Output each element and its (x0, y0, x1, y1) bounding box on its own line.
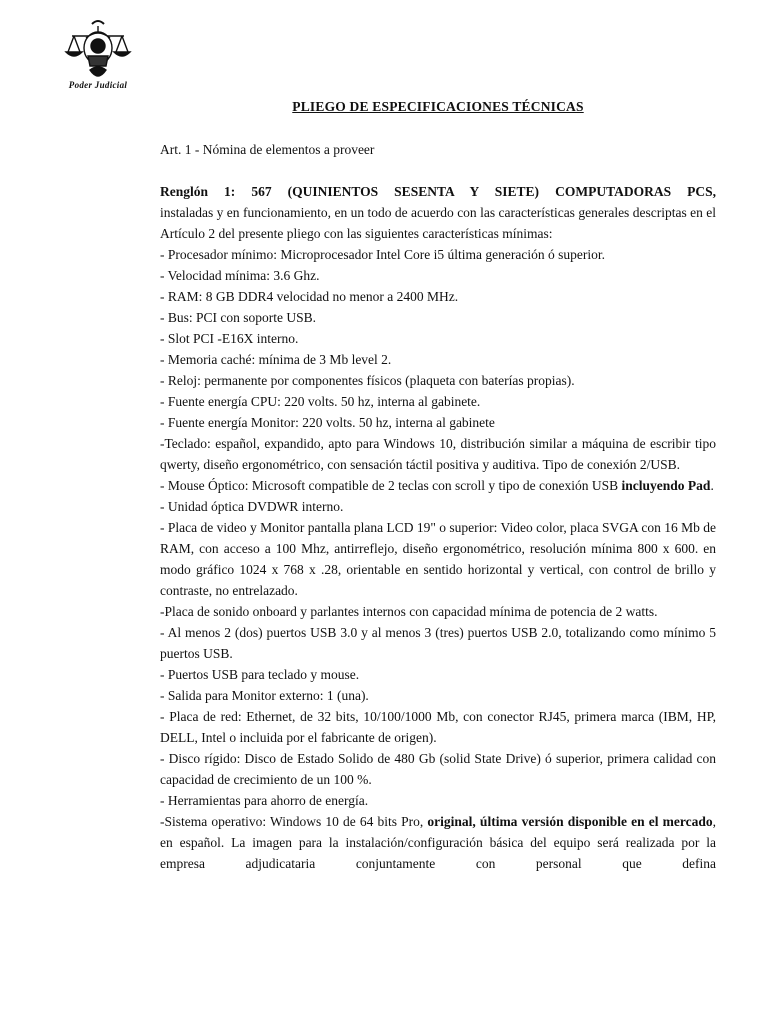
spec-item: -Placa de sonido onboard y parlantes internos con capacidad mínima de potencia de 2 watts. (160, 604, 658, 619)
spec-item: - Fuente energía Monitor: 220 volts. 50 hz, interna al gabinete (160, 415, 495, 430)
os-item (160, 811, 716, 874)
mouse-bold: incluyendo Pad (621, 478, 711, 493)
scales-of-justice-icon (62, 18, 134, 80)
spec-item: - Memoria caché: mínima de 3 Mb level 2. (160, 352, 392, 367)
os-text: -Sistema operativo: Windows 10 de 64 bits Pro, (160, 814, 428, 829)
mouse-text: - Mouse Óptico: Microsoft compatible de 2 teclas con scroll y tipo de conexión USB (160, 478, 619, 493)
spec-item: - Velocidad mínima: 3.6 Ghz. (160, 268, 320, 283)
os-text-2: , en español. La imagen para la instalación/configuración básica del equipo será realizada por la empresa adjudicataria conjuntamente con personal que defina (160, 814, 717, 871)
logo-caption: Poder Judicial (68, 80, 128, 90)
spec-item: - Bus: PCI con soporte USB. (160, 310, 317, 325)
spec-item: - Fuente energía CPU: 220 volts. 50 hz, interna al gabinete. (160, 394, 481, 409)
document-body (160, 181, 716, 874)
mouse-item (160, 475, 716, 496)
mouse-end: . (710, 478, 714, 493)
document-title: PLIEGO DE ESPECIFICACIONES TÉCNICAS (292, 99, 584, 114)
poder-judicial-emblem (52, 18, 144, 92)
spec-item: - Herramientas para ahorro de energía. (160, 793, 369, 808)
spec-item: - Placa de video y Monitor pantalla plana LCD 19" o superior: Video color, placa SVGA con 16 Mb de RAM, con acceso a 100 Mhz, antirreflejo, diseño ergonométrico, resolución mínima 800 x 600. en modo gráfico 1024 x 768 x .28, orientable en sentido horizontal y vertical, con control de brillo y contraste, no entrelazado. (160, 520, 716, 598)
spec-item: - Reloj: permanente por componentes físicos (plaqueta con baterías propias). (160, 373, 575, 388)
os-bold: original, última versión disponible en el mercado (427, 814, 713, 829)
intro-paragraph: instaladas y en funcionamiento, en un todo de acuerdo con las características generales descriptas en el Artículo 2 del presente pliego con las siguientes características mínimas: (160, 205, 716, 241)
spec-item: - RAM: 8 GB DDR4 velocidad no menor a 2400 MHz. (160, 289, 459, 304)
spec-item: - Slot PCI -E16X interno. (160, 331, 299, 346)
spec-item: -Teclado: español, expandido, apto para Windows 10, distribución similar a máquina de escribir tipo qwerty, diseño ergonométrico, con sensación táctil positiva y auditiva. Tipo de conexión 2/USB. (160, 436, 716, 472)
spec-item: - Disco rígido: Disco de Estado Solido de 480 Gb (solid State Drive) ó superior, primera calidad con capacidad de crecimiento de un 100 %. (160, 751, 716, 787)
spec-item: - Al menos 2 (dos) puertos USB 3.0 y al menos 3 (tres) puertos USB 2.0, totalizando como mínimo 5 puertos USB. (160, 625, 716, 661)
renglon-heading-text: Renglón 1: 567 (QUINIENTOS SESENTA Y SIETE) COMPUTADORAS PCS, (160, 184, 716, 199)
spec-item: - Placa de red: Ethernet, de 32 bits, 10/100/1000 Mb, con conector RJ45, primera marca (IBM, HP, DELL, Intel o incluida por el fabricante de origen). (160, 709, 716, 745)
renglon-heading (160, 181, 716, 202)
spec-item: - Puertos USB para teclado y mouse. (160, 667, 360, 682)
spec-item: - Procesador mínimo: Microprocesador Intel Core i5 última generación ó superior. (160, 247, 605, 262)
spec-item: - Salida para Monitor externo: 1 (una). (160, 688, 369, 703)
spec-item: - Unidad óptica DVDWR interno. (160, 499, 344, 514)
article-heading: Art. 1 - Nómina de elementos a proveer (160, 142, 375, 157)
